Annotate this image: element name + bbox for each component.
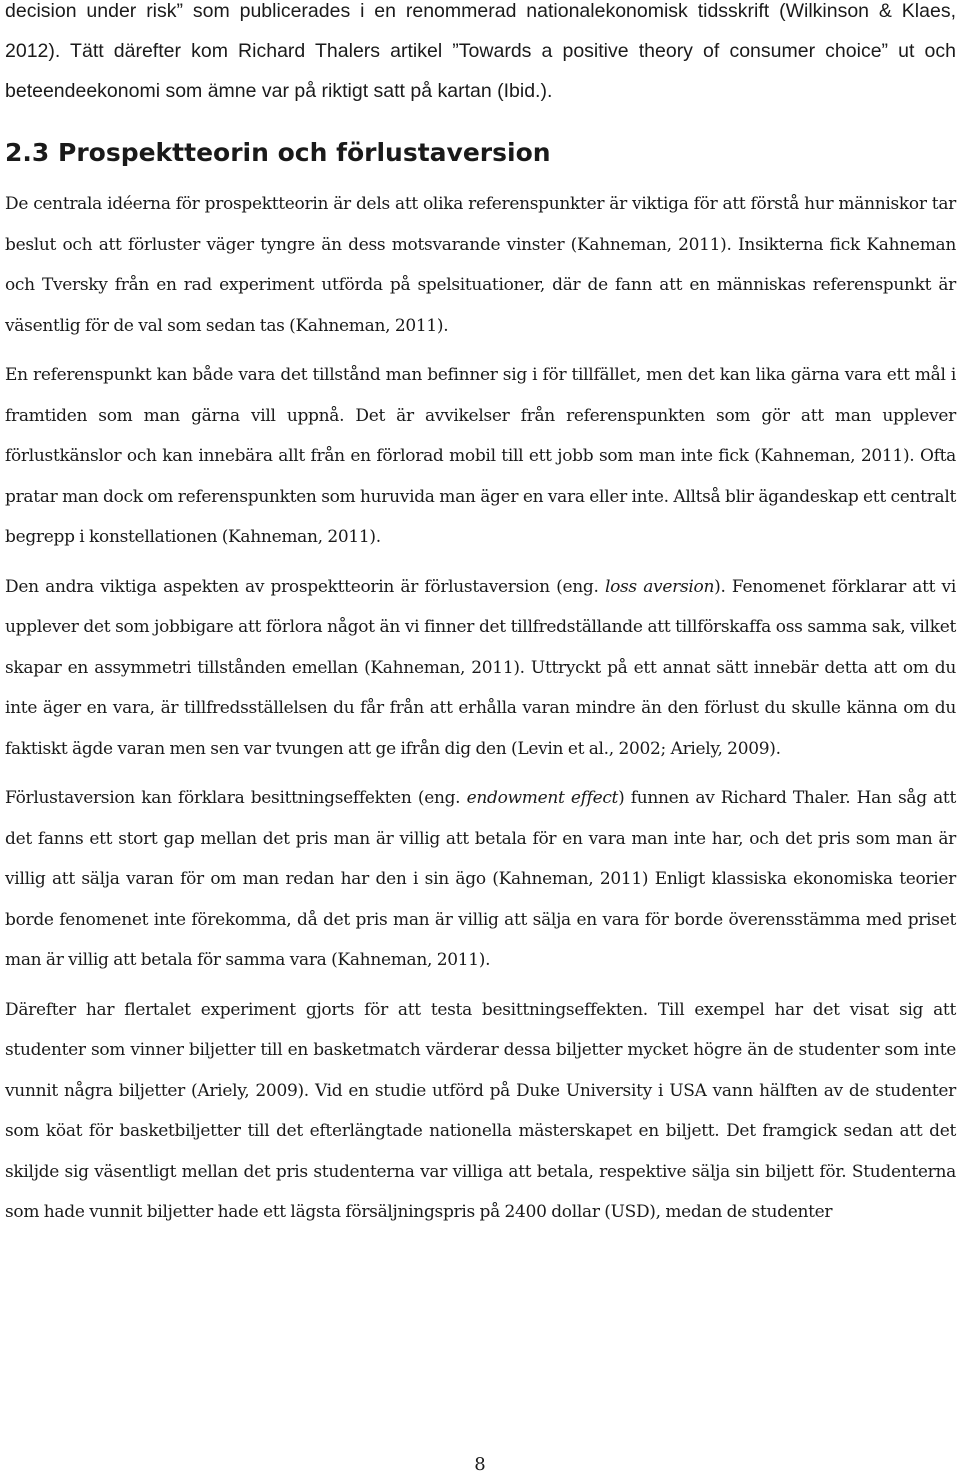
section-heading: 2.3 Prospektteorin och förlustaversion [5, 138, 551, 167]
paragraph-loss-aversion [5, 567, 956, 770]
text-segment: ). Fenomenet förklarar att vi upplever det som jobbigare att förlora något än vi finner det tillfredställande att tillförskaffa oss samma sak, vilket skapar en assymmetri tillstånden emellan (Kahneman, 2011). Uttryckt på ett annat sätt innebär detta att om du inte äger en vara, är tillfredsställelsen du får från att erhålla varan mindre än den förlust du skulle känna om du faktiskt ägde varan men sen var tvungen att ge ifrån dig den (Levin et al., 2002; Ariely, 2009). [5, 576, 957, 759]
italic-term: loss aversion [604, 576, 715, 597]
paragraph-endowment-effect [5, 778, 956, 981]
text-segment: Den andra viktiga aspekten av prospektteorin är förlustaversion (eng. [5, 576, 605, 597]
italic-term: endowment effect [466, 788, 619, 808]
paragraph-reference-points: De centrala idéerna för prospektteorin är dels att olika referenspunkter är viktiga för att förstå hur människor tar beslut och att förluster väger tyngre än dess motsvarande vinster (Kahneman, 2011). Insikterna fick Kahneman och Tversky från en rad experiment utförda på spelsituationer, där de fann att en människas referenspunkt är väsentlig för de val som sedan tas (Kahneman, 2011). [5, 194, 956, 336]
text-segment: ) funnen av Richard Thaler. Han såg att det fanns ett stort gap mellan det pris man är villig att betala för en vara man inte har, och det pris som man är villig att sälja varan för om man redan har den i sin ägo (Kahneman, 2011) Enligt klassiska ekonomiska teorier borde fenomenet inte förekomma, då det pris man är villig att sälja en vara för borde överensstämma med priset man är villig att betala för samma vara (Kahneman, 2011). [5, 788, 956, 970]
text-segment: Förlustaversion kan förklara besittningseffekten (eng. [5, 788, 467, 808]
paragraph-reference-point-definition: En referenspunkt kan både vara det tillstånd man befinner sig i för tillfället, men det kan lika gärna vara ett mål i framtiden som man gärna vill uppnå. Det är avvikelser från referenspunkten som gör att man upplever förlustkänslor och kan innebära allt från en förlorad mobil till ett jobb som man inte fick (Kahneman, 2011). Ofta pratar man dock om referenspunkten som huruvida man äger en vara eller inte. Alltså blir ägandeskap ett centralt begrepp i konstellationen (Kahneman, 2011). [5, 365, 956, 547]
paragraph-experiments: Därefter har flertalet experiment gjorts för att testa besittningseffekten. Till exempel har det visat sig att studenter som vinner biljetter till en basketmatch värderar dessa biljetter mycket högre än de studenter som inte vunnit några biljetter (Ariely, 2009). Vid en studie utförd på Duke University i USA vann hälften av de studenter som köat för basketbiljetter till det efterlängtade nationella mästerskapet en biljett. Det framgick sedan att det skiljde sig väsentligt mellan det pris studenterna var villiga att betala, respektive sälja sin biljett för. Studenterna som hade vunnit biljetter hade ett lägsta försäljningspris på 2400 dollar (USD), medan de studenter [5, 999, 956, 1222]
page-number: 8 [474, 1454, 486, 1475]
intro-paragraph: decision under risk” som publicerades i en renommerad nationalekonomisk tidsskrift (Wilkinson & Klaes, 2012). Tätt därefter kom Richard Thalers artikel ”Towards a positive theory of consumer choice” ut och beteendeekonomi som ämne var på riktigt satt på kartan (Ibid.). [5, 0, 956, 102]
